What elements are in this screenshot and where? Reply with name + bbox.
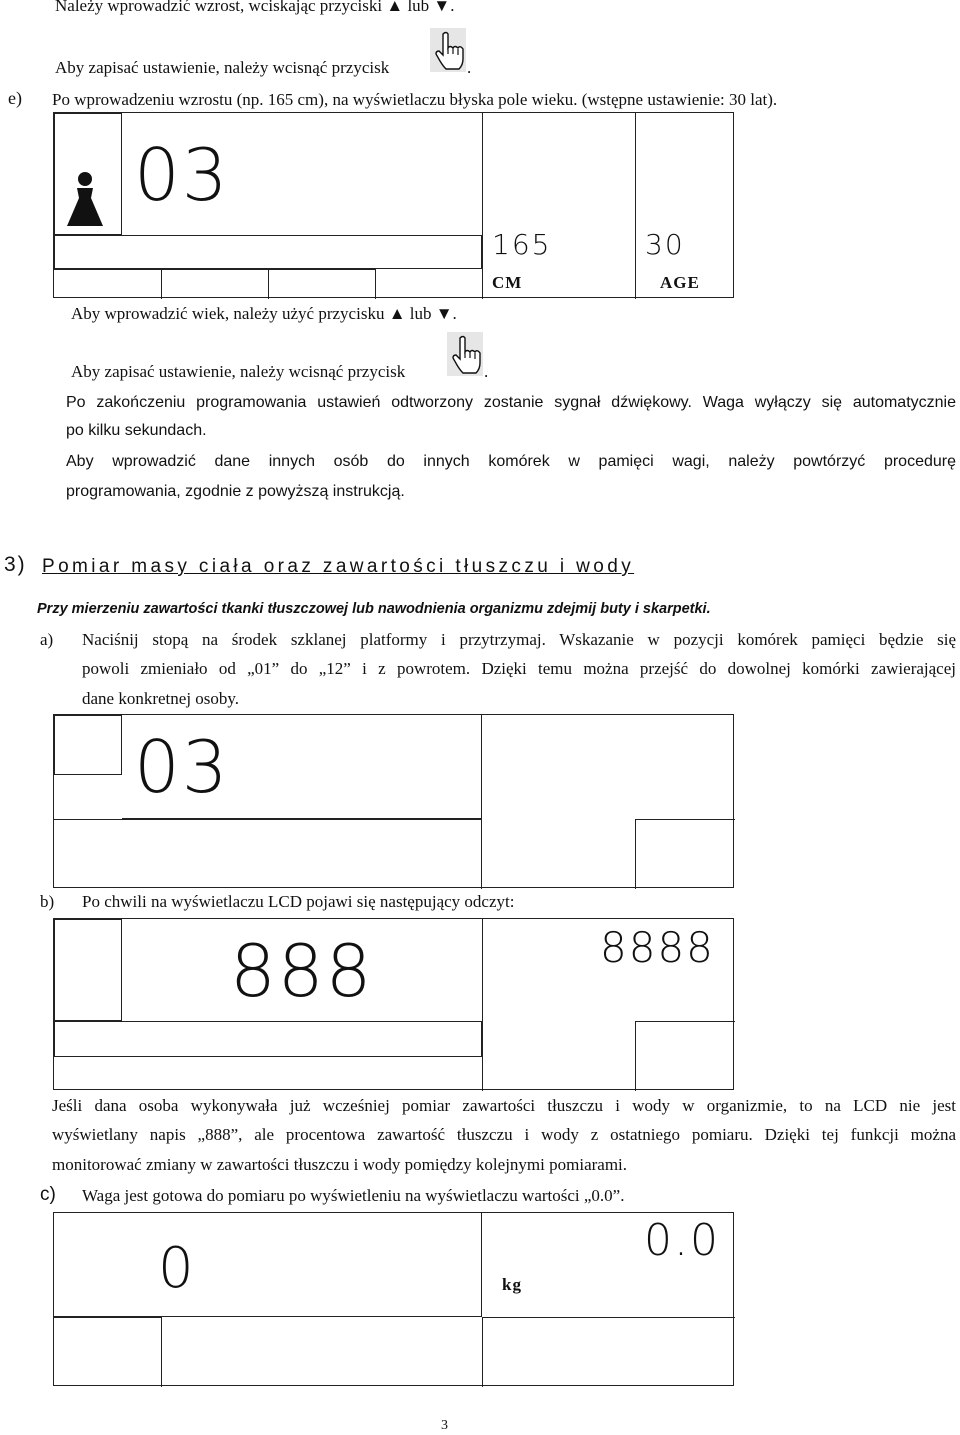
instruction-line: Waga jest gotowa do pomiaru po wyświetleniu na wyświetlaczu wartości „0.0”. [82, 1186, 625, 1205]
lcd-cell [635, 113, 735, 299]
lcd-cell [54, 269, 162, 299]
list-label: c) [40, 1184, 56, 1205]
paragraph-line: Aby wprowadzić dane innych osób do innych komórek w pamięci wagi, należy powtórzyć procedurę [66, 453, 956, 470]
lcd-cell [635, 1021, 735, 1091]
lcd-display-ready [53, 1212, 734, 1386]
paragraph-line: monitorować zmiany w zawartości tłuszczu i wody pomiędzy kolejnymi pomiarami. [52, 1155, 628, 1174]
paragraph-line: po kilku sekundach. [66, 422, 207, 439]
hand-pointer-icon [447, 332, 483, 376]
lcd-left-value: 888 [230, 929, 374, 1013]
instruction-line: Po wprowadzeniu wzrostu (np. 165 cm), na wyświetlaczu błyska pole wieku. (wstępne ustawienie: 30 lat). [52, 90, 778, 109]
lcd-memory-value: 03 [134, 725, 230, 809]
lcd-height-unit: CM [492, 273, 523, 292]
lcd-cell [54, 1021, 482, 1057]
paragraph-line: powoli zmieniało od „01” do „12” i z powrotem. Dzięki temu można przejść do dowolnej komórki zawierającej [82, 659, 956, 678]
instruction-text: . [467, 58, 472, 77]
lcd-right-value: 0.0 [644, 1215, 720, 1266]
lcd-cell [54, 1213, 482, 1317]
instruction-line: Należy wprowadzić wzrost, wciskając przyciski ▲ lub ▼. [55, 0, 455, 15]
instruction-line: Aby wprowadzić wiek, należy użyć przycisku ▲ lub ▼. [71, 304, 457, 323]
lcd-cell [54, 919, 122, 1021]
lcd-cell [54, 1317, 162, 1387]
paragraph-line: programowania, zgodnie z powyższą instrukcją. [66, 483, 405, 500]
lcd-display-memory [53, 714, 734, 888]
paragraph-line: Po zakończeniu programowania ustawień odtworzony zostanie sygnał dźwiękowy. Waga wyłączy się automatycznie [66, 394, 956, 411]
lcd-height-value: 165 [492, 228, 552, 261]
section-title: Pomiar masy ciała oraz zawartości tłuszczu i wody [42, 556, 635, 577]
hand-pointer-icon [430, 28, 466, 72]
list-label: e) [8, 88, 22, 108]
lcd-right-value: 8888 [600, 923, 715, 972]
list-label: a) [40, 630, 54, 649]
lcd-cell [635, 819, 735, 889]
page-number: 3 [441, 1418, 448, 1433]
lcd-age-value: 30 [645, 228, 685, 261]
lcd-age-unit: AGE [660, 273, 700, 292]
person-female-icon [65, 171, 105, 229]
section-number: 3) [4, 553, 27, 576]
instruction-text: Aby zapisać ustawienie, należy wcisnąć przycisk [71, 362, 406, 381]
instruction-text: . [484, 362, 489, 381]
lcd-cell [482, 1317, 735, 1387]
paragraph-line: Jeśli dana osoba wykonywała już wcześniej pomiar zawartości tłuszczu i wody w organizmie, to na LCD nie jest [52, 1096, 956, 1115]
lcd-display-setup [53, 112, 734, 298]
paragraph-line: Naciśnij stopą na środek szklanej platformy i przytrzymaj. Wskazanie w pozycji komórek pamięci będzie się [82, 630, 956, 649]
paragraph-line: wyświetlany napis „888”, ale procentowa zawartość tłuszczu i wody z ostatniego pomiaru. Dzięki tej funkcji można [52, 1125, 956, 1144]
instruction-text: Aby zapisać ustawienie, należy wcisnąć przycisk [55, 58, 390, 77]
lcd-cell [269, 269, 376, 299]
lcd-weight-unit: kg [502, 1275, 522, 1294]
paragraph-line: dane konkretnej osoby. [82, 689, 240, 708]
lcd-memory-value: 03 [134, 133, 230, 217]
instruction-line [55, 58, 389, 78]
lcd-left-value: 0 [158, 1236, 196, 1301]
lcd-cell [54, 235, 482, 269]
lcd-cell [54, 819, 482, 889]
lcd-display-init [53, 918, 734, 1090]
lcd-cell [162, 269, 269, 299]
list-label: b) [40, 892, 55, 911]
lcd-cell [54, 715, 122, 775]
instruction-line: Po chwili na wyświetlaczu LCD pojawi się następujący odczyt: [82, 892, 515, 911]
section-note: Przy mierzeniu zawartości tkanki tłuszczowej lub nawodnienia organizmu zdejmij buty i skarpetki. [37, 601, 711, 617]
